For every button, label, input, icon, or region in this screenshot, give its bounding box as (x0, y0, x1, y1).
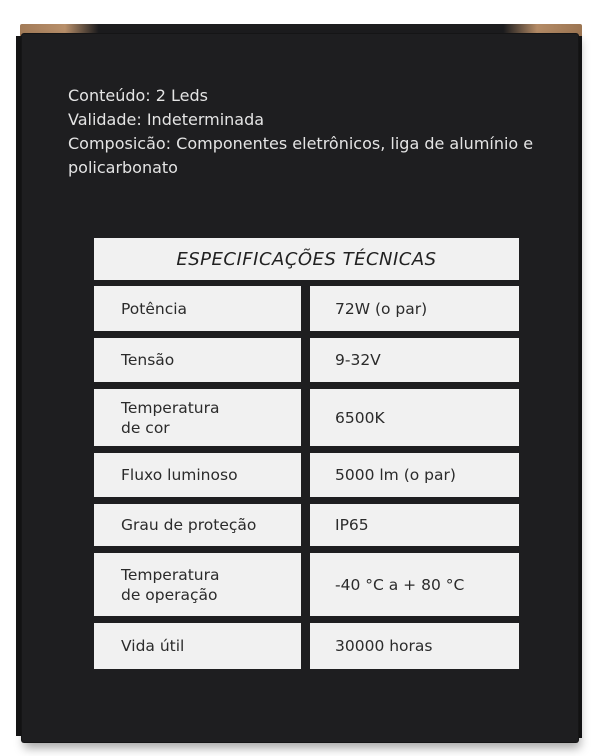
info-composicao-line-2: policarbonato (68, 158, 178, 177)
info-validade: Validade: Indeterminada (68, 110, 265, 129)
spec-label-vida-util: Vida útil (94, 623, 301, 669)
spec-value-temperatura-operacao: -40 °C a + 80 °C (310, 553, 519, 616)
box-info-text (68, 84, 568, 180)
spec-label-potencia: Potência (94, 286, 301, 331)
spec-label-temperatura-cor: Temperatura de cor (94, 389, 301, 446)
spec-value-grau-protecao: IP65 (310, 504, 519, 546)
spec-label-grau-protecao: Grau de proteção (94, 504, 301, 546)
spec-value-tensao: 9-32V (310, 338, 519, 382)
info-composicao-line-1: Composicão: Componentes eletrônicos, liga de alumínio e (68, 134, 534, 153)
spec-table (88, 232, 525, 675)
spec-label-temperatura-operacao: Temperatura de operação (94, 553, 301, 616)
spec-value-potencia: 72W (o par) (310, 286, 519, 331)
spec-value-fluxo-luminoso: 5000 lm (o par) (310, 453, 519, 497)
spec-value-temperatura-cor: 6500K (310, 389, 519, 446)
info-conteudo: Conteúdo: 2 Leds (68, 86, 209, 105)
spec-label-fluxo-luminoso: Fluxo luminoso (94, 453, 301, 497)
spec-table-title: ESPECIFICAÇÕES TÉCNICAS (94, 238, 519, 280)
spec-label-tensao: Tensão (94, 338, 301, 382)
spec-value-vida-util: 30000 horas (310, 623, 519, 669)
